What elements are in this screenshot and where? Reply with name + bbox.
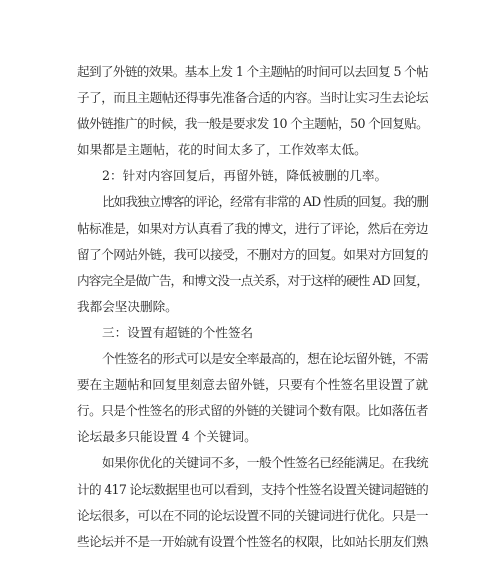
text-line-17: 计的 417 论坛数据里也可以看到，支持个性签名设置关键词超链的 [77, 481, 428, 497]
text-line-3: 做外链推广的时候，我一般是要求发 10 个主题帖，50 个回复贴。 [77, 116, 428, 132]
text-line-4: 如果都是主题帖，花的时间太多了，工作效率太低。 [77, 142, 367, 158]
text-line-1: 起到了外链的效果。基本上发 1 个主题帖的时间可以去回复 5 个帖 [77, 64, 428, 79]
text-line-6: 比如我独立博客的评论，经常有非常的 AD 性质的回复。我的删 [102, 194, 428, 210]
text-line-18: 论坛很多，可以在不同的论坛设置不同的关键词进行优化。只是一 [77, 507, 428, 523]
text-line-14: 行。只是个性签名的形式留的外链的关键词个数有限。比如落伍者 [77, 403, 428, 419]
text-line-9: 内容完全是做广告，和博文没一点关系，对于这样的硬性 AD 回复， [77, 272, 429, 288]
text-line-2: 子了，而且主题帖还得事先准备合适的内容。当时让实习生去论坛 [77, 90, 428, 106]
section-heading: 三：设置有超链的个性签名 [102, 324, 254, 340]
document-body [77, 59, 428, 555]
text-line-16: 如果你优化的关键词不多，一般个性签名已经能满足。在我统 [102, 455, 428, 471]
text-line-13: 要在主题帖和回复里刻意去留外链，只要有个性签名里设置了就 [77, 377, 428, 393]
text-line-5: 2：针对内容回复后，再留外链，降低被删的几率。 [102, 168, 388, 184]
text-line-7: 帖标准是，如果对方认真看了我的博文，进行了评论，然后在旁边 [77, 220, 428, 236]
text-line-19: 些论坛并不是一开始就有设置个性签名的权限，比如站长朋友们熟 [77, 533, 428, 549]
text-line-10: 我都会坚决删除。 [77, 298, 178, 314]
text-line-15: 论坛最多只能设置 4 个关键词。 [77, 429, 257, 445]
text-line-8: 留了个网站外链，我可以接受，不删对方的回复。如果对方回复的 [77, 246, 428, 262]
text-line-12: 个性签名的形式可以是安全率最高的，想在论坛留外链，不需 [102, 351, 428, 367]
